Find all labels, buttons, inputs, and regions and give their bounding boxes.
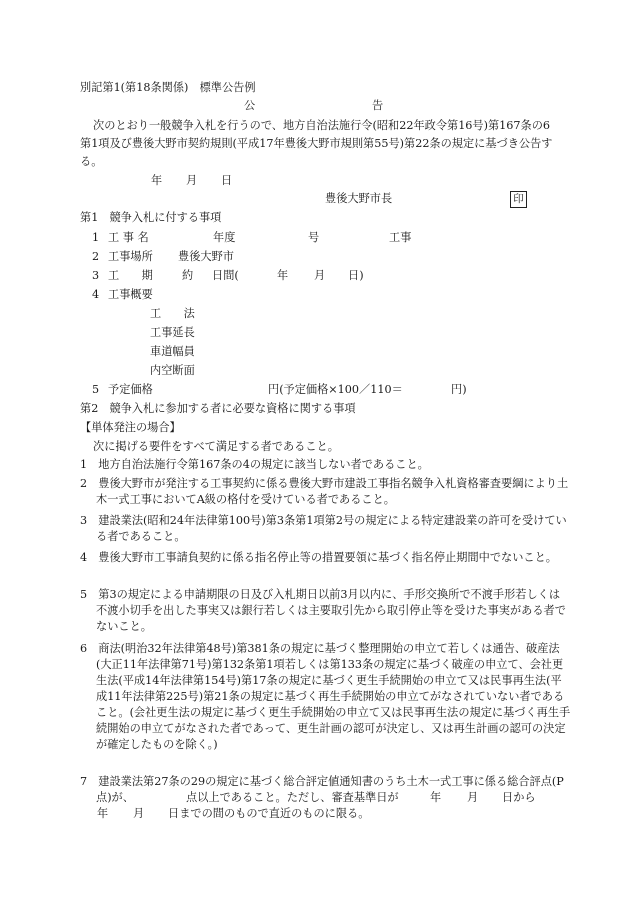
issuer-name: 豊後大野市長: [325, 192, 393, 205]
item2-label: 工事場所: [108, 250, 153, 263]
requirement-item: 5 第3の規定による申請期限の日及び入札期日以前3月以内に、手形交換所で不渡手形若しくは不渡小切手を出した事実又は銀行若しくは主要取引先から取引停止等を受けた事実がある者でないこと。: [80, 588, 566, 633]
item1-koji: 工事: [389, 231, 412, 244]
item7-nen: 年: [430, 791, 442, 804]
item4-sub: 工事延長: [150, 326, 195, 339]
item7-tsuki: 月: [467, 791, 479, 804]
item1-label: 工 事 名: [108, 231, 149, 244]
item7-from: 日から: [502, 791, 536, 804]
item5-yen: 円): [451, 383, 467, 396]
requirement-item: 6 商法(明治32年法律第48号)第381条の規定に基づく整理開始の申立て若しくは通告、破産法(大正11年法律第71号)第132条第1項若しくは第133条の規定に基づく破産の申立て、会社更生法(平成14年法律第154号)第17条の規定に基づく更生手続開始の申立て又は民事再生法(平成11年法律第225号)第21条の規定に基づく再生手続開始の申立てがなされていない者であること。(会社更生法の規定に基づく更生手続開始の申立て又は民事再生法の規定に基づく再生手続開始の申立てがなされた者であって、更生計画の認可が決定し、又は再生計画の認可の決定が確定したものを除く。): [80, 642, 571, 751]
item1-go: 号: [308, 231, 320, 244]
item5-price: 円(予定価格×100／110＝: [268, 383, 403, 396]
seal-mark: 印: [510, 191, 527, 208]
document-label: 別記第1(第18条関係) 標準公告例: [80, 81, 256, 94]
item2-num: 2: [92, 250, 100, 263]
section2-heading: 第2 競争入札に参加する者に必要な資格に関する事項: [80, 402, 356, 415]
requirement-item-7: 7 建設業法第27条の29の規定に基づく総合評定値通知書のうち土木一式工事に係る総合評点(P点)が、: [80, 775, 564, 804]
item7-points: 点以上であること。ただし、審査基準日が: [186, 791, 399, 804]
date-year: 年: [151, 174, 163, 187]
item7-nen2: 年: [97, 807, 109, 820]
item3-nichikan: 日間(: [212, 269, 239, 282]
item5-label: 予定価格: [108, 383, 153, 396]
item4-sub: 工 法: [150, 307, 195, 320]
item4-sub: 内空断面: [150, 364, 195, 377]
item3-nen: 年: [277, 269, 289, 282]
title-char-right: 告: [372, 99, 384, 112]
item7-tsuki2: 月: [133, 807, 145, 820]
item3-tsuki: 月: [314, 269, 326, 282]
item4-num: 4: [92, 288, 100, 301]
item3-num: 3: [92, 269, 100, 282]
requirement-item: 3 建設業法(昭和24年法律第100号)第3条第1項第2号の規定による特定建設業の許可を受けている者であること。: [80, 514, 567, 543]
section2-subheading: 【単体発注の場合】: [80, 421, 181, 434]
requirement-item: 4 豊後大野市工事請負契約に係る指名停止等の措置要領に基づく指名停止期間中でないこと。: [80, 551, 557, 564]
item4-sub: 車道幅員: [150, 345, 195, 358]
item2-value: 豊後大野市: [178, 250, 234, 263]
section2-lead: 次に掲げる要件をすべて満足する者であること。: [93, 440, 339, 453]
item4-label: 工事概要: [108, 288, 153, 301]
item3-hi: 日): [348, 269, 364, 282]
section1-heading: 第1 競争入札に付する事項: [80, 211, 222, 224]
item1-num: 1: [92, 231, 100, 244]
date-month: 月: [186, 174, 198, 187]
item1-nendo: 年度: [213, 231, 236, 244]
title-char-left: 公: [244, 99, 256, 112]
item7-until: 日までの間のもので直近のものに限る。: [168, 807, 370, 820]
item3-yaku: 約: [182, 269, 194, 282]
item3-label: 工 期: [108, 269, 153, 282]
item5-num: 5: [92, 383, 100, 396]
date-day: 日: [221, 174, 233, 187]
requirement-item: 2 豊後大野市が発注する工事契約に係る豊後大野市建設工事指名競争入札資格審査要綱により土木一式工事においてA級の格付を受けている者であること。: [80, 477, 569, 506]
intro-paragraph: 次のとおり一般競争入札を行うので、地方自治法施行令(昭和22年政令第16号)第167条の6第1項及び豊後大野市契約規則(平成17年豊後大野市規則第55号)第22条の規定に基づき公告する。: [80, 119, 553, 168]
requirement-item: 1 地方自治法施行令第167条の4の規定に該当しない者であること。: [80, 458, 429, 471]
